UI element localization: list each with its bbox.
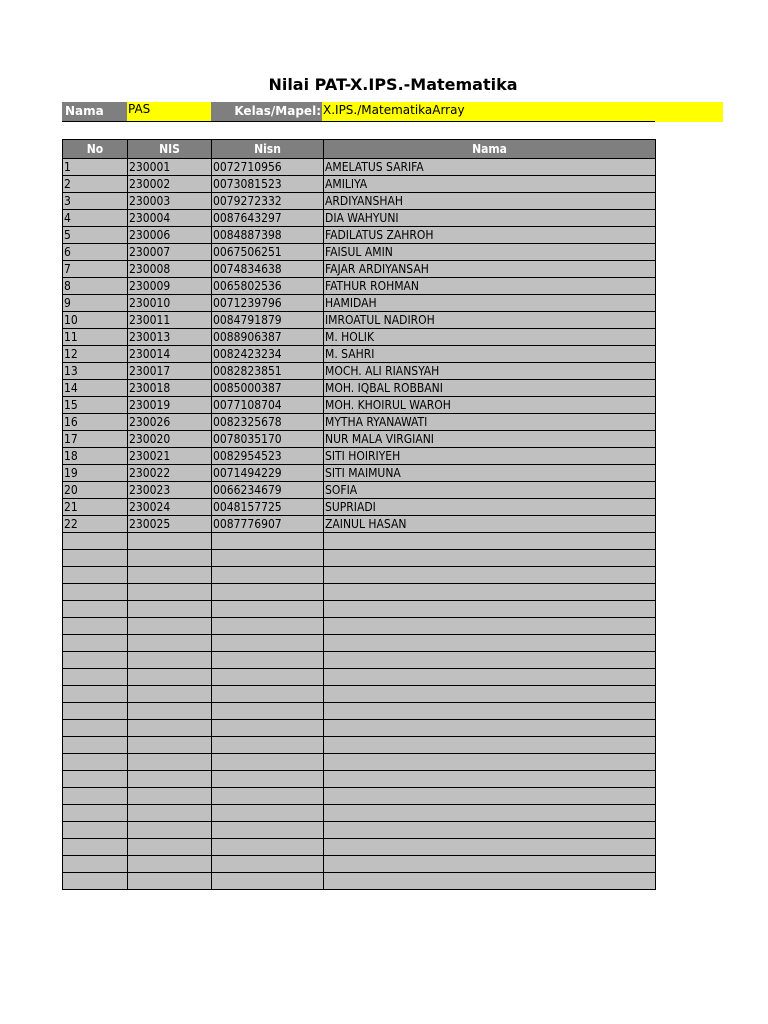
no-cell[interactable]: 1 xyxy=(63,159,128,176)
table-row xyxy=(63,380,656,397)
no-cell[interactable]: 18 xyxy=(63,448,128,465)
nisn-cell[interactable] xyxy=(212,839,324,856)
no-cell[interactable] xyxy=(63,805,128,822)
no-cell[interactable] xyxy=(63,669,128,686)
nis-cell[interactable]: 230004 xyxy=(128,210,212,227)
table-row xyxy=(63,295,656,312)
nisn-cell[interactable]: 0082423234 xyxy=(212,346,324,363)
student-table xyxy=(62,139,656,890)
no-cell[interactable] xyxy=(63,584,128,601)
nisn-cell[interactable]: 0079272332 xyxy=(212,193,324,210)
nama-cell[interactable] xyxy=(324,686,656,703)
nisn-cell[interactable] xyxy=(212,618,324,635)
nisn-cell[interactable]: 0082325678 xyxy=(212,414,324,431)
nisn-cell[interactable] xyxy=(212,652,324,669)
nisn-cell[interactable] xyxy=(212,635,324,652)
nama-cell[interactable] xyxy=(324,720,656,737)
nisn-cell[interactable]: 0065802536 xyxy=(212,278,324,295)
nisn-cell[interactable] xyxy=(212,550,324,567)
nisn-cell[interactable] xyxy=(212,584,324,601)
table-row xyxy=(63,686,656,703)
no-cell[interactable] xyxy=(63,771,128,788)
no-cell[interactable]: 15 xyxy=(63,397,128,414)
nisn-cell[interactable] xyxy=(212,669,324,686)
nis-cell[interactable]: 230018 xyxy=(128,380,212,397)
nama-cell[interactable]: FAISUL AMIN xyxy=(324,244,656,261)
no-cell[interactable]: 13 xyxy=(63,363,128,380)
nis-cell[interactable] xyxy=(128,652,212,669)
no-cell[interactable]: 21 xyxy=(63,499,128,516)
nis-cell[interactable] xyxy=(128,839,212,856)
nisn-cell[interactable]: 0071239796 xyxy=(212,295,324,312)
table-row xyxy=(63,414,656,431)
nis-cell[interactable]: 230020 xyxy=(128,431,212,448)
nisn-cell[interactable] xyxy=(212,822,324,839)
nisn-cell[interactable] xyxy=(212,737,324,754)
table-row xyxy=(63,584,656,601)
nama-cell[interactable] xyxy=(324,771,656,788)
nama-cell[interactable]: AMELATUS SARIFA xyxy=(324,159,656,176)
no-cell[interactable]: 12 xyxy=(63,346,128,363)
table-row xyxy=(63,601,656,618)
nisn-cell[interactable] xyxy=(212,567,324,584)
nama-cell[interactable] xyxy=(324,635,656,652)
no-cell[interactable] xyxy=(63,635,128,652)
nisn-cell[interactable]: 0066234679 xyxy=(212,482,324,499)
nisn-cell[interactable] xyxy=(212,788,324,805)
nis-cell[interactable]: 230013 xyxy=(128,329,212,346)
nama-cell[interactable] xyxy=(324,669,656,686)
nisn-cell[interactable] xyxy=(212,856,324,873)
table-row xyxy=(63,550,656,567)
no-cell[interactable] xyxy=(63,601,128,618)
nis-cell[interactable]: 230002 xyxy=(128,176,212,193)
table-header-row xyxy=(63,140,656,159)
nama-cell[interactable] xyxy=(324,856,656,873)
nama-cell[interactable]: ARDIYANSHAH xyxy=(324,193,656,210)
table-row xyxy=(63,278,656,295)
table-row xyxy=(63,669,656,686)
table-row xyxy=(63,771,656,788)
nis-cell[interactable]: 230024 xyxy=(128,499,212,516)
table-row xyxy=(63,652,656,669)
nisn-cell[interactable]: 0088906387 xyxy=(212,329,324,346)
nama-cell[interactable] xyxy=(324,533,656,550)
nisn-cell[interactable]: 0078035170 xyxy=(212,431,324,448)
table-row xyxy=(63,159,656,176)
table-row xyxy=(63,533,656,550)
nis-cell[interactable]: 230025 xyxy=(128,516,212,533)
nama-cell[interactable]: DIA WAHYUNI xyxy=(324,210,656,227)
column-header-nama: Nama xyxy=(324,140,656,159)
nis-cell[interactable] xyxy=(128,720,212,737)
table-row xyxy=(63,805,656,822)
nama-cell[interactable] xyxy=(324,839,656,856)
nama-cell[interactable]: MYTHA RYANAWATI xyxy=(324,414,656,431)
column-header-nis: NIS xyxy=(128,140,212,159)
nama-cell[interactable] xyxy=(324,737,656,754)
nama-cell[interactable]: FAJAR ARDIYANSAH xyxy=(324,261,656,278)
nis-cell[interactable] xyxy=(128,771,212,788)
nama-cell[interactable] xyxy=(324,822,656,839)
no-cell[interactable]: 16 xyxy=(63,414,128,431)
nis-cell[interactable] xyxy=(128,856,212,873)
table-row xyxy=(63,567,656,584)
nama-cell[interactable]: AMILIYA xyxy=(324,176,656,193)
nama-cell[interactable]: MOCH. ALI RIANSYAH xyxy=(324,363,656,380)
nisn-cell[interactable]: 0071494229 xyxy=(212,465,324,482)
nis-cell[interactable] xyxy=(128,533,212,550)
no-cell[interactable]: 19 xyxy=(63,465,128,482)
table-row xyxy=(63,431,656,448)
no-cell[interactable]: 2 xyxy=(63,176,128,193)
nama-label: Nama xyxy=(62,102,127,122)
nisn-cell[interactable] xyxy=(212,601,324,618)
nama-cell[interactable]: SITI MAIMUNA xyxy=(324,465,656,482)
nama-cell[interactable] xyxy=(324,873,656,890)
nis-cell[interactable]: 230023 xyxy=(128,482,212,499)
table-row xyxy=(63,397,656,414)
nisn-cell[interactable] xyxy=(212,720,324,737)
nisn-cell[interactable]: 0067506251 xyxy=(212,244,324,261)
table-row xyxy=(63,873,656,890)
table-row xyxy=(63,329,656,346)
nis-cell[interactable] xyxy=(128,873,212,890)
nama-cell[interactable]: HAMIDAH xyxy=(324,295,656,312)
no-cell[interactable] xyxy=(63,686,128,703)
table-row xyxy=(63,346,656,363)
nis-cell[interactable] xyxy=(128,788,212,805)
nama-cell[interactable]: ZAINUL HASAN xyxy=(324,516,656,533)
no-cell[interactable]: 3 xyxy=(63,193,128,210)
no-cell[interactable] xyxy=(63,856,128,873)
nama-cell[interactable]: SOFIA xyxy=(324,482,656,499)
nama-cell[interactable]: FATHUR ROHMAN xyxy=(324,278,656,295)
nama-value: PAS xyxy=(127,102,211,122)
nis-cell[interactable] xyxy=(128,669,212,686)
nis-cell[interactable]: 230022 xyxy=(128,465,212,482)
nama-cell[interactable]: M. HOLIK xyxy=(324,329,656,346)
nis-cell[interactable]: 230021 xyxy=(128,448,212,465)
table-row xyxy=(63,635,656,652)
nama-cell[interactable] xyxy=(324,584,656,601)
nisn-cell[interactable] xyxy=(212,873,324,890)
no-cell[interactable]: 20 xyxy=(63,482,128,499)
nisn-cell[interactable] xyxy=(212,686,324,703)
nama-cell[interactable]: M. SAHRI xyxy=(324,346,656,363)
table-row xyxy=(63,244,656,261)
nisn-cell[interactable]: 0085000387 xyxy=(212,380,324,397)
table-row xyxy=(63,193,656,210)
table-row xyxy=(63,516,656,533)
nis-cell[interactable] xyxy=(128,584,212,601)
nama-cell[interactable]: SUPRIADI xyxy=(324,499,656,516)
nama-cell[interactable] xyxy=(324,788,656,805)
nis-cell[interactable] xyxy=(128,601,212,618)
no-cell[interactable] xyxy=(63,873,128,890)
nisn-cell[interactable]: 0082823851 xyxy=(212,363,324,380)
nis-cell[interactable]: 230026 xyxy=(128,414,212,431)
table-row xyxy=(63,822,656,839)
nama-cell[interactable]: IMROATUL NADIROH xyxy=(324,312,656,329)
kelas-mapel-label: Kelas/Mapel: xyxy=(211,102,322,122)
no-cell[interactable] xyxy=(63,550,128,567)
nama-cell[interactable] xyxy=(324,567,656,584)
nama-cell[interactable] xyxy=(324,703,656,720)
nis-cell[interactable] xyxy=(128,805,212,822)
table-row xyxy=(63,703,656,720)
table-row xyxy=(63,448,656,465)
nisn-cell[interactable]: 0072710956 xyxy=(212,159,324,176)
nis-cell[interactable]: 230017 xyxy=(128,363,212,380)
nisn-cell[interactable]: 0087776907 xyxy=(212,516,324,533)
nama-cell[interactable]: SITI HOIRIYEH xyxy=(324,448,656,465)
nisn-cell[interactable]: 0084791879 xyxy=(212,312,324,329)
no-cell[interactable] xyxy=(63,720,128,737)
nis-cell[interactable]: 230010 xyxy=(128,295,212,312)
no-cell[interactable]: 6 xyxy=(63,244,128,261)
table-row xyxy=(63,227,656,244)
table-row xyxy=(63,618,656,635)
nisn-cell[interactable] xyxy=(212,805,324,822)
nama-cell[interactable] xyxy=(324,550,656,567)
nis-cell[interactable] xyxy=(128,550,212,567)
no-cell[interactable]: 4 xyxy=(63,210,128,227)
nis-cell[interactable] xyxy=(128,737,212,754)
nisn-cell[interactable] xyxy=(212,703,324,720)
nis-cell[interactable] xyxy=(128,822,212,839)
nama-cell[interactable]: MOH. IQBAL ROBBANI xyxy=(324,380,656,397)
nisn-cell[interactable]: 0048157725 xyxy=(212,499,324,516)
table-row xyxy=(63,210,656,227)
table-row xyxy=(63,465,656,482)
no-cell[interactable] xyxy=(63,533,128,550)
no-cell[interactable]: 11 xyxy=(63,329,128,346)
no-cell[interactable]: 22 xyxy=(63,516,128,533)
page-title: Nilai PAT-X.IPS.-Matematika xyxy=(268,75,518,94)
nis-cell[interactable] xyxy=(128,754,212,771)
nisn-cell[interactable] xyxy=(212,771,324,788)
no-cell[interactable] xyxy=(63,822,128,839)
nis-cell[interactable] xyxy=(128,703,212,720)
no-cell[interactable]: 9 xyxy=(63,295,128,312)
table-row xyxy=(63,754,656,771)
nisn-cell[interactable]: 0077108704 xyxy=(212,397,324,414)
nis-cell[interactable]: 230014 xyxy=(128,346,212,363)
nisn-cell[interactable]: 0084887398 xyxy=(212,227,324,244)
no-cell[interactable] xyxy=(63,788,128,805)
nis-cell[interactable]: 230003 xyxy=(128,193,212,210)
no-cell[interactable]: 5 xyxy=(63,227,128,244)
table-row xyxy=(63,261,656,278)
nisn-cell[interactable]: 0074834638 xyxy=(212,261,324,278)
no-cell[interactable] xyxy=(63,703,128,720)
no-cell[interactable]: 17 xyxy=(63,431,128,448)
nis-cell[interactable]: 230008 xyxy=(128,261,212,278)
nisn-cell[interactable]: 0073081523 xyxy=(212,176,324,193)
table-row xyxy=(63,788,656,805)
table-row xyxy=(63,482,656,499)
table-row xyxy=(63,839,656,856)
kelas-mapel-value: X.IPS./MatematikaArray xyxy=(322,102,723,122)
nis-cell[interactable]: 230001 xyxy=(128,159,212,176)
nisn-cell[interactable] xyxy=(212,533,324,550)
nis-cell[interactable]: 230019 xyxy=(128,397,212,414)
table-row xyxy=(63,737,656,754)
nis-cell[interactable]: 230007 xyxy=(128,244,212,261)
no-cell[interactable] xyxy=(63,754,128,771)
no-cell[interactable] xyxy=(63,652,128,669)
nis-cell[interactable]: 230006 xyxy=(128,227,212,244)
header-divider xyxy=(322,121,655,122)
nama-cell[interactable] xyxy=(324,601,656,618)
nis-cell[interactable]: 230011 xyxy=(128,312,212,329)
no-cell[interactable] xyxy=(63,618,128,635)
table-row xyxy=(63,856,656,873)
no-cell[interactable] xyxy=(63,567,128,584)
nisn-cell[interactable]: 0087643297 xyxy=(212,210,324,227)
no-cell[interactable] xyxy=(63,839,128,856)
nis-cell[interactable]: 230009 xyxy=(128,278,212,295)
no-cell[interactable]: 8 xyxy=(63,278,128,295)
nisn-cell[interactable]: 0082954523 xyxy=(212,448,324,465)
table-row xyxy=(63,499,656,516)
no-cell[interactable]: 7 xyxy=(63,261,128,278)
nama-cell[interactable] xyxy=(324,805,656,822)
table-row xyxy=(63,176,656,193)
nama-cell[interactable]: NUR MALA VIRGIANI xyxy=(324,431,656,448)
column-header-no: No xyxy=(63,140,128,159)
nama-cell[interactable]: FADILATUS ZAHROH xyxy=(324,227,656,244)
nis-cell[interactable] xyxy=(128,618,212,635)
nama-cell[interactable] xyxy=(324,618,656,635)
no-cell[interactable] xyxy=(63,737,128,754)
table-row xyxy=(63,312,656,329)
table-row xyxy=(63,363,656,380)
nama-cell[interactable] xyxy=(324,652,656,669)
nis-cell[interactable] xyxy=(128,635,212,652)
no-cell[interactable]: 10 xyxy=(63,312,128,329)
nama-cell[interactable] xyxy=(324,754,656,771)
column-header-nisn: Nisn xyxy=(212,140,324,159)
nis-cell[interactable] xyxy=(128,567,212,584)
nisn-cell[interactable] xyxy=(212,754,324,771)
nis-cell[interactable] xyxy=(128,686,212,703)
no-cell[interactable]: 14 xyxy=(63,380,128,397)
table-row xyxy=(63,720,656,737)
nama-cell[interactable]: MOH. KHOIRUL WAROH xyxy=(324,397,656,414)
